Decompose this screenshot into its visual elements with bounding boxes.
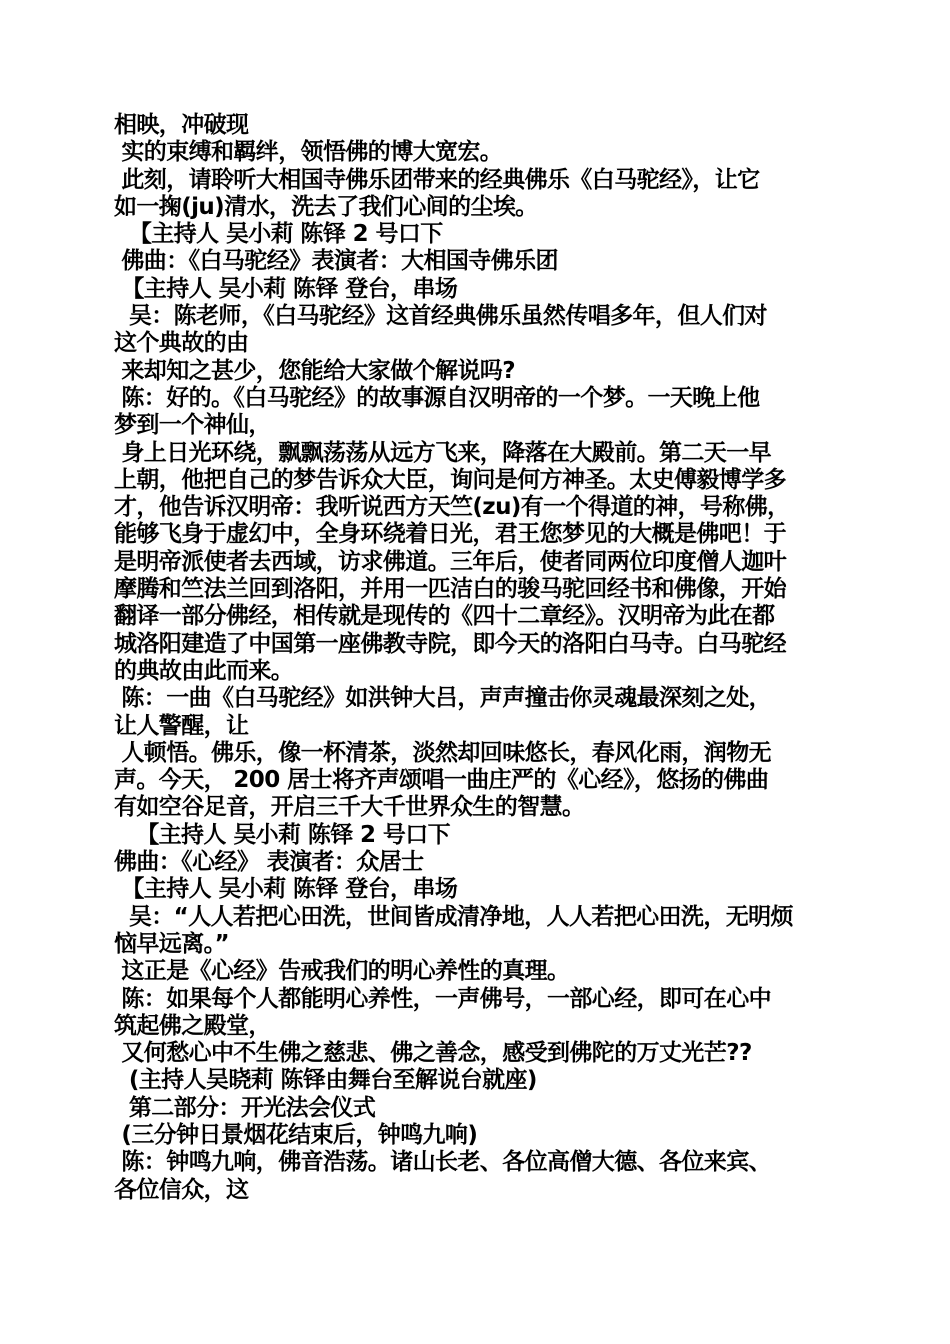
text-line: 第二部分：开光法会仪式 xyxy=(114,1094,376,1121)
text-line: 吴：“人人若把心田洗，世间皆成清净地，人人若把心田洗，无明烦 xyxy=(114,903,793,930)
text-line: 梦到一个神仙， xyxy=(114,412,271,439)
text-line: 各位信众，这 xyxy=(114,1176,249,1203)
text-line: 佛曲：《心经》 表演者：众居士 xyxy=(114,849,424,876)
text-line: 陈：一曲《白马驼经》如洪钟大吕，声声撞击你灵魂最深刻之处， xyxy=(114,685,772,712)
text-line: 的典故由此而来。 xyxy=(114,657,294,684)
text-line: 上朝，他把自己的梦告诉众大臣，询问是何方神圣。太史傅毅博学多 xyxy=(114,466,787,493)
text-line: 是明帝派使者去西域，访求佛道。三年后，使者同两位印度僧人迦叶 xyxy=(114,548,787,575)
text-line: 【主持人 吴小莉 陈铎 2 号口下 xyxy=(114,221,443,248)
text-line: 筑起佛之殿堂， xyxy=(114,1012,271,1039)
text-line: (主持人吴晓莉 陈铎由舞台至解说台就座) xyxy=(114,1067,537,1094)
text-line: 陈：好的。《白马驼经》的故事源自汉明帝的一个梦。一天晚上他 xyxy=(114,384,760,411)
document-body xyxy=(114,112,844,1204)
text-line: 摩腾和竺法兰回到洛阳，并用一匹洁白的骏马驼回经书和佛像，开始 xyxy=(114,576,787,603)
text-line: (三分钟日景烟花结束后，钟鸣九响) xyxy=(114,1121,478,1148)
text-line: 才，他告诉汉明帝：我听说西方天竺(zu)有一个得道的神，号称佛， xyxy=(114,494,790,521)
text-line: 这个典故的由 xyxy=(114,330,249,357)
text-line: 人顿悟。佛乐，像一杯清茶，淡然却回味悠长，春风化雨，润物无 xyxy=(114,739,772,766)
text-line: 【主持人 吴小莉 陈铎 登台，串场 xyxy=(114,275,458,302)
text-line: 吴：陈老师，《白马驼经》这首经典佛乐虽然传唱多年，但人们对 xyxy=(114,303,767,330)
text-line: 如一掬(ju)清水，洗去了我们心间的尘埃。 xyxy=(114,193,538,220)
text-line: 又何愁心中不生佛之慈悲、佛之善念，感受到佛陀的万丈光芒?? xyxy=(114,1040,752,1067)
text-line: 身上日光环绕，飘飘荡荡从远方飞来，降落在大殿前。第二天一早 xyxy=(114,439,772,466)
text-line: 佛曲：《白马驼经》表演者：大相国寺佛乐团 xyxy=(114,248,558,275)
text-line: 此刻，请聆听大相国寺佛乐团带来的经典佛乐《白马驼经》，让它 xyxy=(114,166,760,193)
text-line: 声。今天， 200 居士将齐声颂唱一曲庄严的《心经》，悠扬的佛曲 xyxy=(114,767,769,794)
text-line: 能够飞身于虚幻中，全身环绕着日光，君王您梦见的大概是佛吧！于 xyxy=(114,521,787,548)
text-line: 陈：钟鸣九响，佛音浩荡。诸山长老、各位高僧大德、各位来宾、 xyxy=(114,1149,772,1176)
text-line: 来却知之甚少，您能给大家做个解说吗? xyxy=(114,357,515,384)
text-line: 有如空谷足音，开启三千大千世界众生的智慧。 xyxy=(114,794,585,821)
text-line: 相映，冲破现 xyxy=(114,112,249,138)
text-line: 让人警醒，让 xyxy=(114,712,249,739)
text-line: 【主持人 吴小莉 陈铎 登台，串场 xyxy=(114,876,458,903)
text-line: 【主持人 吴小莉 陈铎 2 号口下 xyxy=(114,821,451,848)
text-line: 翻译一部分佛经，相传就是现传的《四十二章经》。汉明帝为此在都 xyxy=(114,603,775,630)
text-line: 陈：如果每个人都能明心养性，一声佛号，一部心经，即可在心中 xyxy=(114,985,772,1012)
text-line: 这正是《心经》告戒我们的明心养性的真理。 xyxy=(114,958,570,985)
text-line: 城洛阳建造了中国第一座佛教寺院，即今天的洛阳白马寺。白马驼经 xyxy=(114,630,787,657)
text-line: 恼早远离。” xyxy=(114,930,230,957)
text-line: 实的束缚和羁绊，领悟佛的博大宽宏。 xyxy=(114,139,503,166)
